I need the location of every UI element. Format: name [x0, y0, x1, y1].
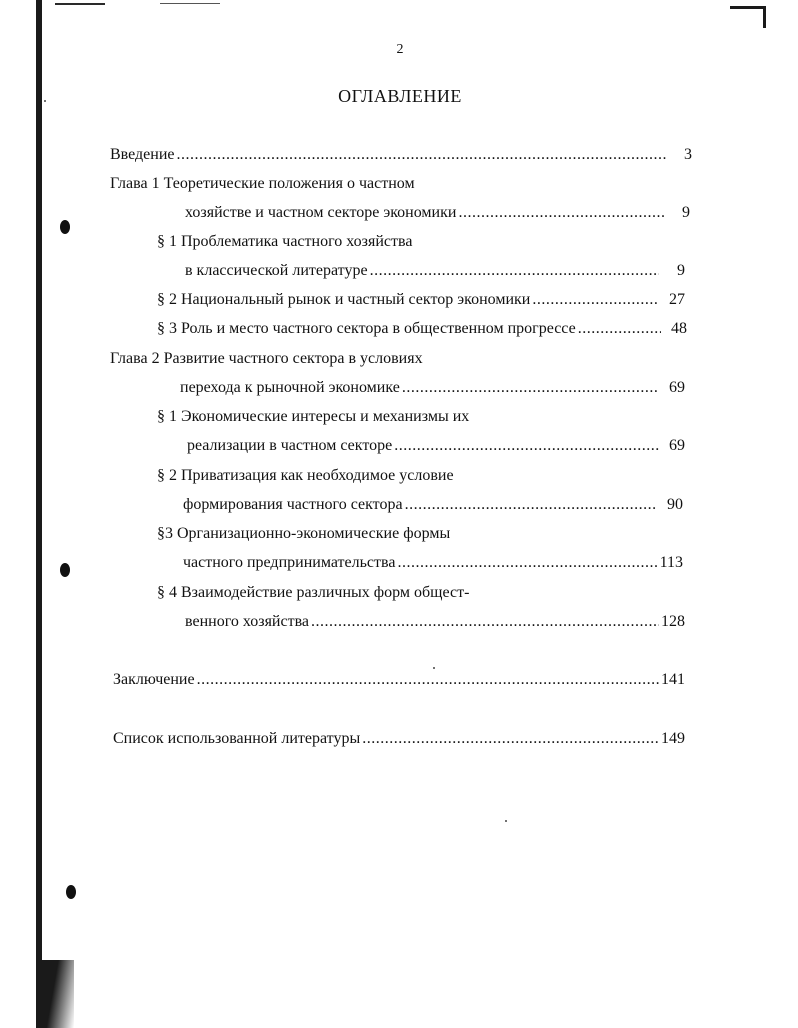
punch-hole [66, 885, 76, 899]
toc-chapter-2-heading: Глава 2 Развитие частного сектора в условиях [110, 350, 423, 367]
toc-leader [370, 261, 659, 281]
toc-section-2-2-heading: § 2 Приватизация как необходимое условие [157, 467, 454, 484]
toc-label: частного предпринимательства [183, 554, 396, 571]
toc-page: 141 [661, 671, 685, 688]
toc-page: 9 [677, 262, 685, 279]
toc-entry-chapter-2 [180, 378, 685, 398]
toc-page: 69 [669, 437, 685, 454]
page-title: ОГЛАВЛЕНИЕ [338, 86, 462, 106]
toc-page: 3 [684, 146, 692, 163]
toc-entry-section-1-2 [157, 290, 685, 310]
toc-entry-section-2-4 [185, 612, 685, 632]
toc-page: 48 [671, 320, 687, 337]
toc-leader [362, 729, 659, 749]
scan-speck [433, 667, 435, 669]
toc-leader [197, 670, 659, 690]
binding-shadow [36, 0, 42, 1028]
toc-leader [458, 203, 664, 223]
toc-section-2-4-heading: § 4 Взаимодействие различных форм общест- [157, 584, 470, 601]
toc-entry-intro [110, 145, 692, 165]
toc-page: 113 [659, 554, 683, 571]
toc-leader [578, 319, 661, 339]
toc-section-1-1-heading: § 1 Проблематика частного хозяйства [157, 233, 413, 250]
toc-page: 69 [669, 379, 685, 396]
toc-leader [532, 290, 659, 310]
toc-label: венного хозяйства [185, 613, 310, 630]
toc-section-2-3-heading: §3 Организационно-экономические формы [157, 525, 451, 542]
toc-leader [311, 612, 659, 632]
punch-hole [60, 563, 70, 577]
toc-label: хозяйстве и частном секторе экономики [185, 204, 457, 221]
toc-label: Введение [110, 146, 175, 163]
toc-label: в классической литературе [185, 262, 368, 279]
punch-hole [60, 220, 70, 234]
toc-leader [177, 145, 667, 165]
toc-leader [402, 378, 659, 398]
toc-entry-conclusion [113, 670, 685, 690]
toc-label: § 3 Роль и место частного сектора в общественном прогрессе [157, 320, 576, 337]
toc-entry-chapter-1 [185, 203, 690, 223]
toc-section-2-1-heading: § 1 Экономические интересы и механизмы их [157, 408, 470, 425]
scan-speck [505, 820, 507, 822]
toc-entry-section-1-1 [185, 261, 685, 281]
toc-entry-section-2-1 [187, 436, 685, 456]
binding-edge-shadow [40, 960, 74, 1028]
toc-label: § 2 Национальный рынок и частный сектор экономики [157, 291, 531, 308]
scan-speck [44, 100, 46, 102]
scan-mark [55, 3, 105, 5]
toc-page: 90 [667, 496, 683, 513]
toc-label: Список использованной литературы [113, 730, 361, 747]
toc-label: перехода к рыночной экономике [180, 379, 400, 396]
toc-entry-section-1-3 [157, 319, 687, 339]
toc-entry-section-2-2 [183, 495, 683, 515]
toc-label: реализации в частном секторе [187, 437, 393, 454]
corner-crop-mark [730, 6, 766, 28]
toc-page: 128 [661, 613, 685, 630]
toc-leader [405, 495, 657, 515]
toc-label: Заключение [113, 671, 195, 688]
toc-chapter-1-heading: Глава 1 Теоретические положения о частном [110, 175, 415, 192]
page-number: 2 [396, 42, 404, 57]
toc-entry-bibliography [113, 729, 685, 749]
toc-leader [394, 436, 659, 456]
toc-page: 9 [682, 204, 690, 221]
scan-mark [160, 3, 220, 4]
toc-page: 149 [661, 730, 685, 747]
toc-entry-section-2-3 [183, 553, 683, 573]
toc-page: 27 [669, 291, 685, 308]
toc-leader [397, 553, 657, 573]
toc-label: формирования частного сектора [183, 496, 403, 513]
